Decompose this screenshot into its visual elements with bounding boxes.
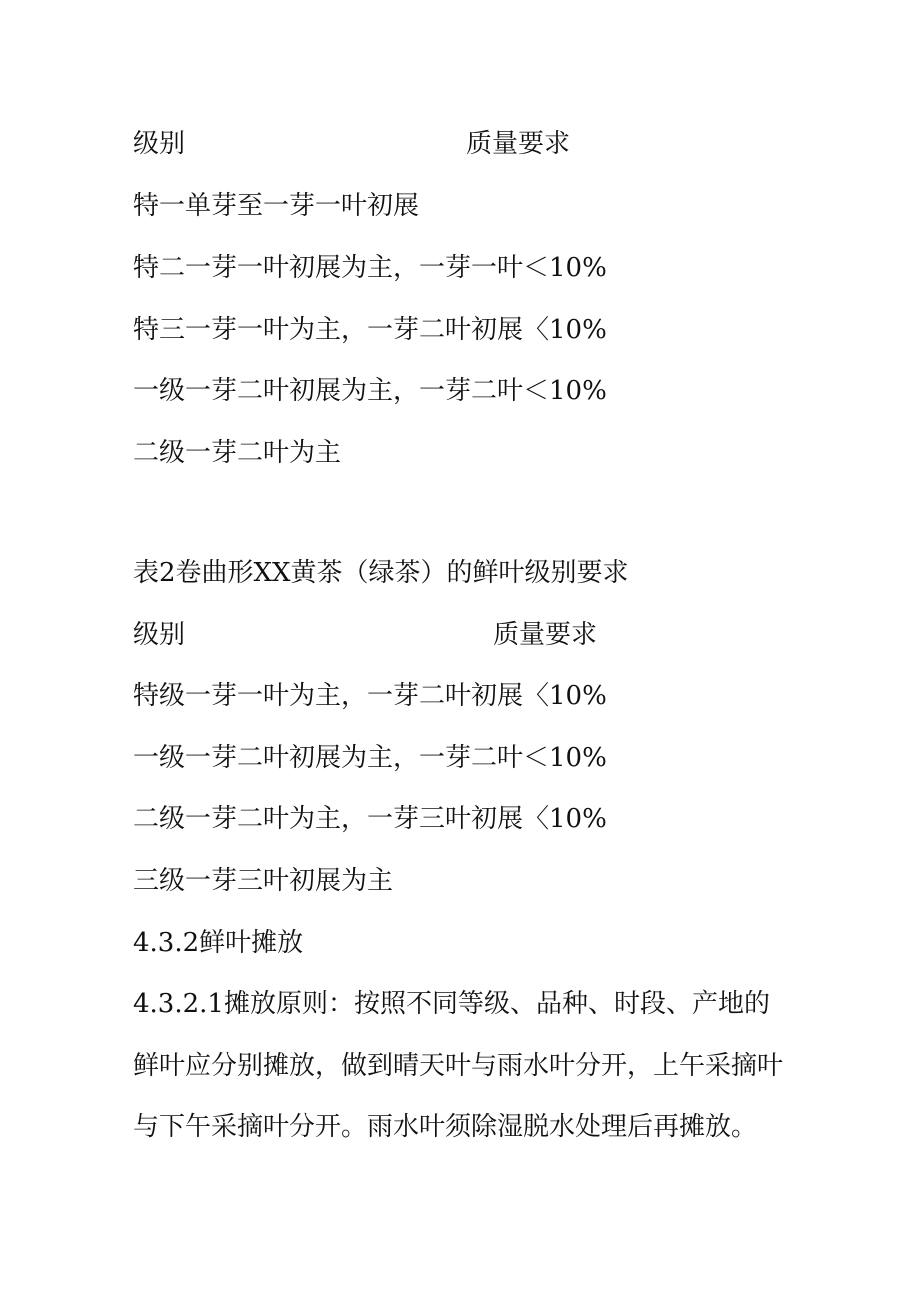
paragraph-line: 鲜叶应分别摊放，做到晴天叶与雨水叶分开，上午采摘叶 [133,1051,784,1081]
table2-caption: 表2卷曲形XX黄茶（绿茶）的鲜叶级别要求 [133,558,629,588]
table2-row: 一级一芽二叶初展为主，一芽二叶＜10% [133,743,607,773]
table1-row: 特二一芽一叶初展为主，一芽一叶＜10% [133,253,607,283]
table1-row: 一级一芽二叶初展为主，一芽二叶＜10% [133,376,607,406]
table1-row: 特一单芽至一芽一叶初展 [133,191,420,221]
table1-row: 特三一芽一叶为主，一芽二叶初展〈10% [133,315,607,345]
table1-header-level: 级别 [133,129,186,159]
table1-row: 二级一芽二叶为主 [133,438,342,468]
table2-header-level: 级别 [133,620,186,650]
table2-row: 二级一芽二叶为主，一芽三叶初展〈10% [133,804,607,834]
paragraph-line: 与下午采摘叶分开。雨水叶须除湿脱水处理后再摊放。 [133,1112,758,1142]
table1-header-quality: 质量要求 [466,129,571,159]
table2-row: 三级一芽三叶初展为主 [133,866,394,896]
paragraph-line: 4.3.2.1摊放原则：按照不同等级、品种、时段、产地的 [133,989,770,1019]
table2-row: 特级一芽一叶为主，一芽二叶初展〈10% [133,681,607,711]
table2-header-quality: 质量要求 [493,620,598,650]
section-heading: 4.3.2鲜叶摊放 [133,928,304,958]
